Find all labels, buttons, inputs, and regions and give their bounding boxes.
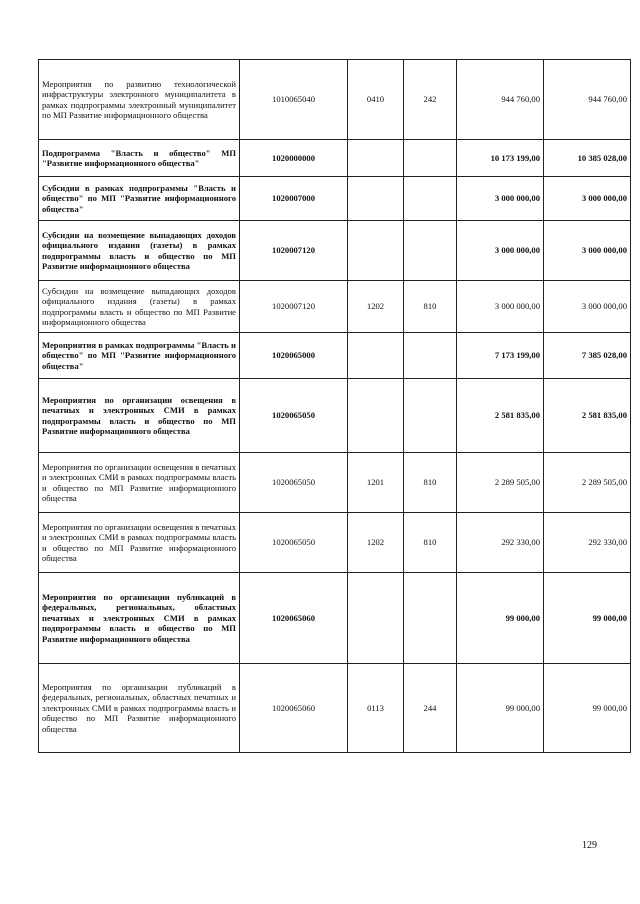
- cell-section: [348, 573, 404, 664]
- cell-amount-year-2: 3 000 000,00: [544, 177, 631, 221]
- table-row: [39, 513, 631, 573]
- cell-expense-type: 810: [404, 281, 457, 333]
- cell-target-code: 1020007000: [240, 177, 348, 221]
- cell-section: 1202: [348, 513, 404, 573]
- cell-amount-year-2: 2 581 835,00: [544, 379, 631, 453]
- cell-target-code: 1010065040: [240, 60, 348, 140]
- cell-name: Мероприятия по организации освещения в печатных и электронных СМИ в рамках подпрограммы власть и общество по МП Развитие информационного общества: [39, 453, 240, 513]
- table-row: [39, 281, 631, 333]
- cell-section: [348, 221, 404, 281]
- cell-amount-year-1: 99 000,00: [457, 573, 544, 664]
- cell-section: [348, 177, 404, 221]
- cell-expense-type: 810: [404, 513, 457, 573]
- cell-amount-year-2: 99 000,00: [544, 573, 631, 664]
- cell-name: Субсидии на возмещение выпадающих доходов официального издания (газеты) в рамках подпрограммы власть и общество по МП Развитие информационного общества: [39, 281, 240, 333]
- cell-name: Мероприятия по организации освещения в печатных и электронных СМИ в рамках подпрограммы власть и общество по МП Развитие информационного общества: [39, 379, 240, 453]
- cell-section: 0113: [348, 664, 404, 753]
- cell-amount-year-2: 3 000 000,00: [544, 221, 631, 281]
- cell-amount-year-1: 3 000 000,00: [457, 281, 544, 333]
- cell-amount-year-1: 7 173 199,00: [457, 333, 544, 379]
- cell-name: Мероприятия по организации освещения в печатных и электронных СМИ в рамках подпрограммы власть и общество по МП Развитие информационного общества: [39, 513, 240, 573]
- budget-table: [38, 59, 631, 753]
- page-number: 129: [582, 840, 597, 851]
- cell-amount-year-2: 2 289 505,00: [544, 453, 631, 513]
- budget-table-body: [39, 60, 631, 753]
- cell-section: 1202: [348, 281, 404, 333]
- cell-section: [348, 379, 404, 453]
- cell-amount-year-2: 292 330,00: [544, 513, 631, 573]
- cell-expense-type: 242: [404, 60, 457, 140]
- cell-amount-year-1: 3 000 000,00: [457, 221, 544, 281]
- cell-amount-year-1: 292 330,00: [457, 513, 544, 573]
- cell-amount-year-2: 10 385 028,00: [544, 140, 631, 177]
- table-row: [39, 379, 631, 453]
- table-row: [39, 453, 631, 513]
- cell-name: Мероприятия по организации публикаций в федеральных, региональных, областных печатных и электронных СМИ в рамках подпрограммы власть и общество по МП Развитие информационного общества: [39, 664, 240, 753]
- cell-target-code: 1020065060: [240, 664, 348, 753]
- cell-expense-type: [404, 177, 457, 221]
- cell-expense-type: 810: [404, 453, 457, 513]
- table-row: [39, 140, 631, 177]
- cell-expense-type: [404, 573, 457, 664]
- cell-target-code: 1020000000: [240, 140, 348, 177]
- cell-name: Мероприятия в рамках подпрограммы "Власть и общество" по МП "Развитие информационного общества": [39, 333, 240, 379]
- table-row: [39, 221, 631, 281]
- cell-expense-type: [404, 379, 457, 453]
- cell-name: Мероприятия по организации публикаций в федеральных, региональных, областных печатных и электронных СМИ в рамках подпрограммы власть и общество по МП Развитие информационного общества: [39, 573, 240, 664]
- cell-target-code: 1020065060: [240, 573, 348, 664]
- table-row: [39, 60, 631, 140]
- cell-amount-year-1: 10 173 199,00: [457, 140, 544, 177]
- cell-target-code: 1020065000: [240, 333, 348, 379]
- cell-amount-year-1: 2 289 505,00: [457, 453, 544, 513]
- cell-target-code: 1020065050: [240, 453, 348, 513]
- cell-section: 0410: [348, 60, 404, 140]
- cell-expense-type: [404, 221, 457, 281]
- cell-amount-year-2: 7 385 028,00: [544, 333, 631, 379]
- cell-name: Субсидии на возмещение выпадающих доходов официального издания (газеты) в рамках подпрограммы власть и общество по МП Развитие информационного общества: [39, 221, 240, 281]
- cell-expense-type: [404, 333, 457, 379]
- cell-name: Мероприятия по развитию технологической инфраструктуры электронного муниципалитета в рамках подпрограммы электронный муниципалитет по МП Развитие информационного общества: [39, 60, 240, 140]
- cell-target-code: 1020007120: [240, 221, 348, 281]
- cell-section: [348, 333, 404, 379]
- cell-amount-year-1: 944 760,00: [457, 60, 544, 140]
- cell-section: 1201: [348, 453, 404, 513]
- cell-target-code: 1020007120: [240, 281, 348, 333]
- cell-section: [348, 140, 404, 177]
- table-row: [39, 333, 631, 379]
- cell-name: Подпрограмма "Власть и общество" МП "Развитие информационного общества": [39, 140, 240, 177]
- cell-expense-type: [404, 140, 457, 177]
- table-row: [39, 573, 631, 664]
- cell-amount-year-2: 99 000,00: [544, 664, 631, 753]
- cell-amount-year-1: 2 581 835,00: [457, 379, 544, 453]
- table-row: [39, 664, 631, 753]
- cell-target-code: 1020065050: [240, 513, 348, 573]
- cell-amount-year-1: 3 000 000,00: [457, 177, 544, 221]
- table-row: [39, 177, 631, 221]
- cell-name: Субсидии в рамках подпрограммы "Власть и общество" по МП "Развитие информационного общества": [39, 177, 240, 221]
- cell-amount-year-1: 99 000,00: [457, 664, 544, 753]
- cell-amount-year-2: 3 000 000,00: [544, 281, 631, 333]
- cell-amount-year-2: 944 760,00: [544, 60, 631, 140]
- cell-target-code: 1020065050: [240, 379, 348, 453]
- cell-expense-type: 244: [404, 664, 457, 753]
